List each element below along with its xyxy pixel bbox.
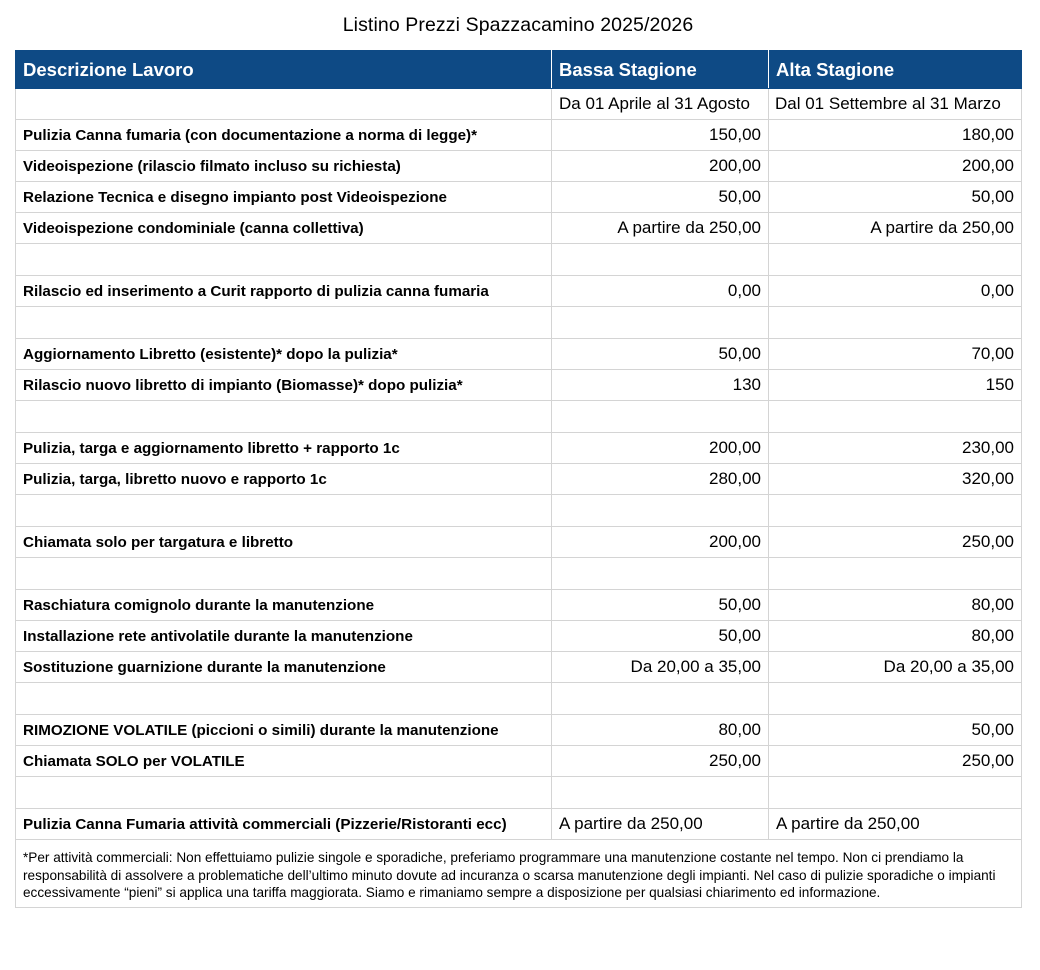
service-description: Rilascio ed inserimento a Curit rapporto di pulizia canna fumaria	[16, 276, 552, 307]
service-description: Chiamata solo per targatura e libretto	[16, 527, 552, 558]
spacer-cell	[552, 401, 769, 433]
low-season-price: A partire da 250,00	[552, 809, 769, 840]
high-season-price: A partire da 250,00	[769, 213, 1022, 244]
spacer-row	[16, 683, 1022, 715]
spacer-cell	[552, 244, 769, 276]
high-season-price: A partire da 250,00	[769, 809, 1022, 840]
footnote-text: *Per attività commerciali: Non effettuiamo pulizie singole e sporadiche, preferiamo programmare una manutenzione costante nel tempo. Non ci prendiamo la responsabilità di assolvere a problematiche dell’ultimo minuto dovute ad incuranza o scarsa manutenzione degli impianti. Nel caso di pulizie sporadiche o impianti eccessivamente “pieni” si applica una tariffa maggiorata. Siamo e rimaniamo sempre a disposizione per qualsiasi chiarimento ed informazione.	[16, 840, 1022, 908]
spacer-row	[16, 244, 1022, 276]
spacer-cell	[552, 495, 769, 527]
high-season-price: 200,00	[769, 151, 1022, 182]
table-row	[16, 746, 1022, 777]
low-season-price: 0,00	[552, 276, 769, 307]
high-season-price: 80,00	[769, 590, 1022, 621]
low-season-price: 50,00	[552, 339, 769, 370]
footnote-row	[16, 840, 1022, 908]
header-high-season: Alta Stagione	[769, 51, 1022, 89]
service-description: Pulizia Canna fumaria (con documentazione a norma di legge)*	[16, 120, 552, 151]
service-description: Videoispezione condominiale (canna collettiva)	[16, 213, 552, 244]
spacer-row	[16, 777, 1022, 809]
page-title: Listino Prezzi Spazzacamino 2025/2026	[342, 14, 694, 36]
low-season-price: Da 20,00 a 35,00	[552, 652, 769, 683]
spacer-cell	[552, 683, 769, 715]
service-description: Pulizia, targa, libretto nuovo e rapporto 1c	[16, 464, 552, 495]
season-dates-empty-cell	[16, 89, 552, 120]
high-season-price: 230,00	[769, 433, 1022, 464]
high-season-price: 150	[769, 370, 1022, 401]
low-season-dates: Da 01 Aprile al 31 Agosto	[552, 89, 769, 120]
high-season-price: 250,00	[769, 746, 1022, 777]
service-description: Pulizia Canna Fumaria attività commerciali (Pizzerie/Ristoranti ecc)	[16, 809, 552, 840]
high-season-price: 250,00	[769, 527, 1022, 558]
table-row	[16, 652, 1022, 683]
service-description: Chiamata SOLO per VOLATILE	[16, 746, 552, 777]
high-season-price: 70,00	[769, 339, 1022, 370]
table-row	[16, 151, 1022, 182]
high-season-price: 0,00	[769, 276, 1022, 307]
spacer-row	[16, 307, 1022, 339]
spacer-cell	[769, 244, 1022, 276]
table-row	[16, 370, 1022, 401]
service-description: Pulizia, targa e aggiornamento libretto + rapporto 1c	[16, 433, 552, 464]
high-season-price: 180,00	[769, 120, 1022, 151]
service-description: Raschiatura comignolo durante la manutenzione	[16, 590, 552, 621]
spacer-cell	[16, 307, 552, 339]
table-row	[16, 715, 1022, 746]
high-season-price: 80,00	[769, 621, 1022, 652]
spacer-cell	[16, 495, 552, 527]
table-row	[16, 464, 1022, 495]
table-header-row	[16, 51, 1022, 89]
header-description: Descrizione Lavoro	[16, 51, 552, 89]
spacer-cell	[552, 777, 769, 809]
spacer-row	[16, 495, 1022, 527]
table-body	[16, 89, 1022, 908]
table-row	[16, 433, 1022, 464]
service-description: Rilascio nuovo libretto di impianto (Biomasse)* dopo pulizia*	[16, 370, 552, 401]
spacer-cell	[16, 244, 552, 276]
low-season-price: 200,00	[552, 433, 769, 464]
table-row	[16, 120, 1022, 151]
spacer-cell	[769, 777, 1022, 809]
service-description: Videoispezione (rilascio filmato incluso su richiesta)	[16, 151, 552, 182]
low-season-price: 150,00	[552, 120, 769, 151]
service-description: Installazione rete antivolatile durante la manutenzione	[16, 621, 552, 652]
table-row	[16, 339, 1022, 370]
table-row	[16, 621, 1022, 652]
spacer-cell	[16, 401, 552, 433]
spacer-row	[16, 401, 1022, 433]
spacer-cell	[16, 777, 552, 809]
table-row	[16, 276, 1022, 307]
spacer-cell	[552, 307, 769, 339]
low-season-price: 200,00	[552, 151, 769, 182]
low-season-price: 50,00	[552, 182, 769, 213]
high-season-dates: Dal 01 Settembre al 31 Marzo	[769, 89, 1022, 120]
service-description: Relazione Tecnica e disegno impianto post Videoispezione	[16, 182, 552, 213]
header-low-season: Bassa Stagione	[552, 51, 769, 89]
high-season-price: 50,00	[769, 715, 1022, 746]
spacer-cell	[769, 307, 1022, 339]
season-dates-row	[16, 89, 1022, 120]
low-season-price: 280,00	[552, 464, 769, 495]
price-list-table	[15, 50, 1022, 908]
spacer-cell	[16, 558, 552, 590]
spacer-cell	[552, 558, 769, 590]
table-row	[16, 809, 1022, 840]
high-season-price: Da 20,00 a 35,00	[769, 652, 1022, 683]
table-row	[16, 590, 1022, 621]
service-description: RIMOZIONE VOLATILE (piccioni o simili) durante la manutenzione	[16, 715, 552, 746]
low-season-price: 200,00	[552, 527, 769, 558]
spacer-cell	[16, 683, 552, 715]
low-season-price: 50,00	[552, 621, 769, 652]
spacer-cell	[769, 683, 1022, 715]
table-row	[16, 527, 1022, 558]
low-season-price: 130	[552, 370, 769, 401]
low-season-price: 50,00	[552, 590, 769, 621]
low-season-price: 250,00	[552, 746, 769, 777]
spacer-cell	[769, 401, 1022, 433]
service-description: Aggiornamento Libretto (esistente)* dopo la pulizia*	[16, 339, 552, 370]
high-season-price: 50,00	[769, 182, 1022, 213]
high-season-price: 320,00	[769, 464, 1022, 495]
spacer-cell	[769, 558, 1022, 590]
low-season-price: A partire da 250,00	[552, 213, 769, 244]
table-row	[16, 182, 1022, 213]
low-season-price: 80,00	[552, 715, 769, 746]
service-description: Sostituzione guarnizione durante la manutenzione	[16, 652, 552, 683]
spacer-row	[16, 558, 1022, 590]
table-row	[16, 213, 1022, 244]
spacer-cell	[769, 495, 1022, 527]
